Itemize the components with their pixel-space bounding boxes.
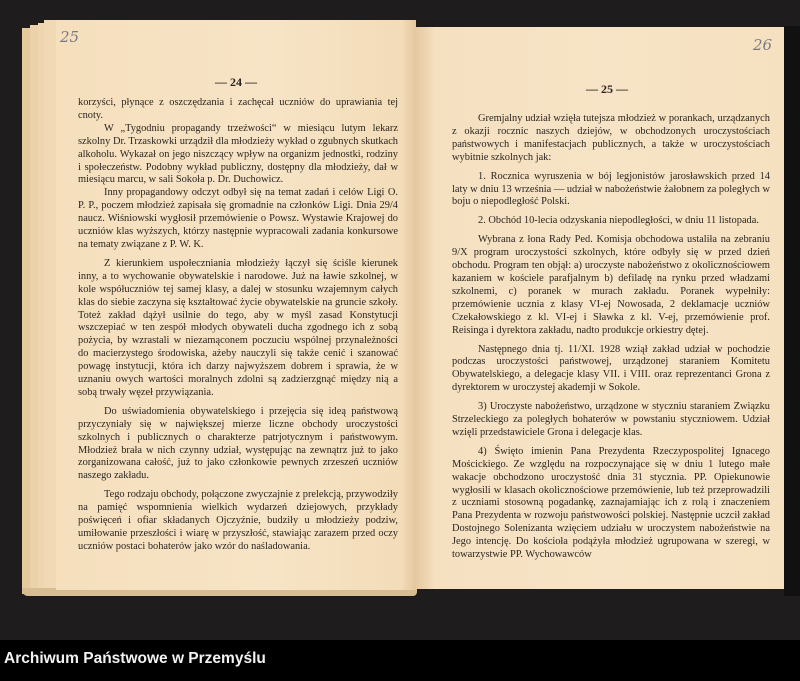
page-text bbox=[78, 97, 398, 554]
paragraph: 2. Obchód 10-lecia odzyskania niepodległości, w dniu 11 listopada. bbox=[478, 215, 759, 227]
scan-border bbox=[784, 26, 800, 596]
paragraph: Następnego dnia tj. 11/XI. 1928 wziął zakład udział w pochodzie podczas uroczystości państwowej, urządzonej staraniem Komitetu Obywatelskiego, a delegacje klasy VII. i VIII. oraz reprezentanci Grona z dyrektorem w uroczystej akademji w Sokole. bbox=[452, 343, 770, 394]
paragraph: Z kierunkiem uspołeczniania młodzieży łączył się ściśle kierunek inny, a to wychowanie obywatelskie i narodowe. Już na ławie szkolnej, w kole współuczniów tej samej klasy, a dalej w stosunku wzajemnym całych klas do siebie zaczyna się kształtować życie obywatelskie na gruncie szkoły. Toteż zakład dążył usilnie do tego, aby w myśl zasad Konstytucji wszczepiać w ten zespół młodych obywateli ducha zgodnego ich z sobą pożycia, by wzrastali w niezamąconem poczuciu wspólnej przynależności do macierzystego środowiska, ażeby nauczyli się także cenić i szanować powagę instytucji, która ich darzy najwyższem dobrem i sprawia, że w uznaniu owych wartości moralnych zdolni są zadzierzgnąć między nią a sobą trwały węzeł przywiązania. bbox=[78, 257, 398, 398]
archive-name: Archiwum Państwowe w Przemyślu bbox=[4, 650, 266, 667]
page-text bbox=[452, 113, 770, 562]
paragraph: Wybrana z łona Rady Ped. Komisja obchodowa ustaliła na zebraniu 9/X program uroczystości szkolnych, które odbyły się w przed dzień obchodu. Program ten objął: a) uroczyste nabożeństwo z okolicznościowem kazaniem w kościele parafjalnym b) defiladę na rynku przed władzami szkolnemi, c) poranek w murach zakładu. Poranek wypełniły: przemówienie ucznia z klasy VI-ej Nowosada, 2 deklamacje uczniów Czekałowskiego z kl. VI-ej i Sławka z kl. V-ej, przemówienie prof. Reisinga i dyrektora zakładu, nadto produkcje orkiestry dętej. bbox=[452, 234, 770, 336]
handwritten-page-number: 26 bbox=[753, 36, 773, 54]
paragraph: 1. Rocznica wyruszenia w bój legjonistów jarosławskich przed 14 laty w dniu 13 września — udział w nabożeństwie żałobnem za poległych w boju o niepodległość Polski. bbox=[452, 170, 770, 208]
paragraph: Gremjalny udział wzięła tutejsza młodzież w porankach, urządzanych z okazji rocznic naszych dziejów, w obchodzonych uroczystościach państwowych i manifestacjach publicznych, a także w uroczystościach wybitnie szkolnych jak: bbox=[452, 113, 770, 163]
paragraph: W „Tygodniu propagandy trzeźwości“ w miesiącu lutym lekarz szkolny Dr. Trzaskowki urządził dla młodzieży wykład o zgubnych skutkach alkoholu. Wykazał on jego niszczący wpływ na organizm jednostki, rodziny i społeczeństw. Podobny wykład publiczny, dostępny dla młodzieży, dał w miesiącu marcu, w sali Sokoła p. Dr. Duchowicz. bbox=[78, 122, 398, 186]
paragraph: 3) Uroczyste nabożeństwo, urządzone w styczniu staraniem Związku Strzeleckiego za poległych bohaterów w powstaniu styczniowem. Udział wzięli przedstawiciele Grona i delegacje klas. bbox=[452, 401, 770, 438]
paragraph: Do uświadomienia obywatelskiego i przejęcia się ideą państwową przyczyniały się w największej mierze liczne obchody uroczystości szkolnych i publicznych o charakterze patrjotycznym i państwowym. Młodzież brała w nich czynny udział, występując na zewnątrz już to jako zorganizowana całość, już to jako członkowie pewnych zrzeszeń uczniów naszego zakładu. bbox=[78, 405, 398, 482]
page-number: — 25 — bbox=[586, 82, 628, 96]
footer-bar bbox=[0, 640, 800, 681]
left-page bbox=[56, 20, 416, 590]
paragraph: 4) Święto imienin Pana Prezydenta Rzeczypospolitej Ignacego Mościckiego. Ze względu na rozpoczynające się w dniu 1 lutego małe wakacje obchodzono uroczystość dnia 31 stycznia. PP. Opiekunowie wygłosili w klasach okolicznościowe przemówienie, lub też przeprowadzili z uczniami stosowną pogadankę, zaznajamiając ich z rolą i znaczeniem Pana Prezydenta w rozwoju państwowości polskiej. Następnie uczcił zakład Dostojnego Solenizanta wzięciem udziału w uroczystem nabożeństwie na Jego intencję. Do kościoła podążyła młodzież ugrupowana w szeregi, w towarzystwie PP. Wychowawców bbox=[452, 445, 770, 561]
paragraph: korzyści, płynące z oszczędzania i zachęcał uczniów do uprawiania tej cnoty. bbox=[78, 97, 398, 121]
handwritten-page-number: 25 bbox=[60, 28, 80, 46]
paragraph: Inny propagandowy odczyt odbył się na temat zadań i celów Ligi O. P. P., poczem młodzież zapisała się gromadnie na członków Ligi. Dnia 29/4 naucz. Wiśniowski wygłosił przemówienie o Powsz. Wystawie Krajowej do uczniów klas wyższych, którzy następnie wypracowali zadania konkursowe na tematy związane z P. W. K. bbox=[78, 187, 398, 250]
page-number: — 24 — bbox=[215, 75, 257, 89]
right-page bbox=[416, 27, 798, 589]
paragraph: Tego rodzaju obchody, połączone zwyczajnie z prelekcją, przywodziły na pamięć wspomnienia wielkich wydarzeń dziejowych, przykłady poświęceń i ofiar składanych Ojczyźnie, budziły u młodzieży podziw, umiłowanie przeszłości i wiarę w przyszłość, stawiając zarazem przed oczy uczniów postaci bohaterów jako wzór do naśladowania. bbox=[78, 489, 398, 552]
